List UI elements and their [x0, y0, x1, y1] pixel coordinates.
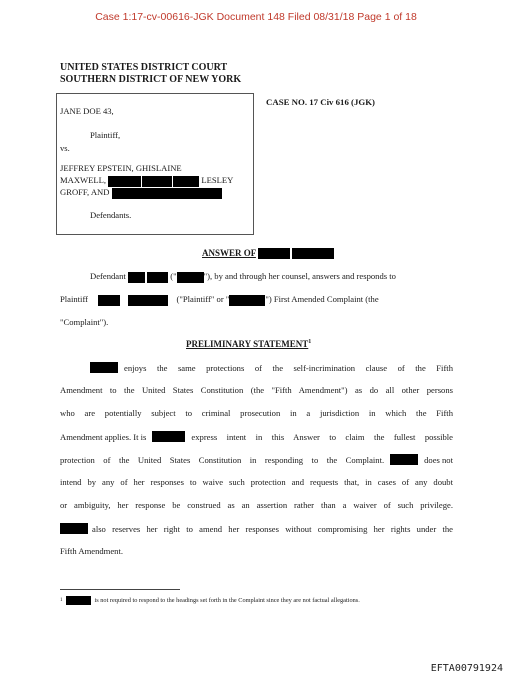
caption-vs: vs.	[60, 143, 70, 153]
preliminary-line-7: or ambiguity, her response be construed as an assertion rather than a waiver of such privilege.	[60, 500, 453, 510]
redaction-box	[108, 176, 141, 187]
heading-text: PRELIMINARY STATEMENT	[186, 339, 309, 349]
preliminary-line-3: who are potentially subject to criminal prosecution in a jurisdiction in which the Fifth	[60, 408, 453, 418]
ecf-header-stamp: Case 1:17-cv-00616-JGK Document 148 Filed 08/31/18 Page 1 of 18	[95, 11, 417, 23]
intro-text: Defendant	[90, 271, 126, 281]
court-name	[60, 62, 241, 86]
court-line-2: SOUTHERN DISTRICT OF NEW YORK	[60, 74, 242, 85]
intro-line-1	[90, 271, 396, 283]
paragraph-text: Amendment applies. It is	[60, 431, 147, 442]
redaction-box	[98, 295, 120, 306]
paragraph-text: also reserves her right to amend her responses without compromising her rights under the	[92, 523, 453, 534]
caption-defendant-maxwell: MAXWELL,	[60, 175, 107, 185]
redaction-box	[173, 176, 199, 187]
intro-text: "), by and through her counsel, answers and responds to	[203, 271, 396, 281]
preliminary-line-2: Amendment to the United States Constitution (the "Fifth Amendment") as do all other persons	[60, 385, 453, 395]
footnote-mark: 1	[60, 598, 63, 603]
redaction-box	[128, 272, 145, 283]
redaction-box	[229, 295, 265, 306]
caption-plaintiff-name: JANE DOE 43,	[60, 106, 114, 116]
answer-title-text: ANSWER OF	[202, 248, 256, 258]
preliminary-line-8	[60, 523, 453, 534]
redaction-box	[128, 295, 168, 306]
redaction-box	[147, 272, 168, 283]
redaction-box	[112, 188, 222, 199]
preliminary-statement-heading	[186, 339, 311, 349]
caption-defendants-line-1: JEFFREY EPSTEIN, GHISLAINE	[60, 163, 182, 173]
preliminary-line-6: intend by any of her responses to waive such protection and requests that, in cases of any doubt	[60, 477, 453, 487]
intro-text: ") First Amended Complaint (the	[265, 294, 379, 304]
redaction-box	[390, 454, 418, 465]
footnote	[60, 596, 360, 605]
preliminary-line-5	[60, 454, 453, 465]
redaction-box	[90, 362, 118, 373]
redaction-box	[152, 431, 185, 442]
paragraph-text: protection of the United States Constitution in responding to the Complaint.	[60, 454, 385, 465]
redaction-box	[60, 523, 88, 534]
intro-line-2	[60, 294, 379, 306]
caption-defendant-lesley: LESLEY	[201, 175, 234, 185]
answer-title	[202, 248, 334, 259]
intro-text: Plaintiff	[60, 294, 89, 304]
redaction-box	[66, 596, 91, 605]
court-line-1: UNITED STATES DISTRICT COURT	[60, 62, 228, 73]
caption-plaintiff-role: Plaintiff,	[90, 130, 121, 140]
redaction-box	[292, 248, 334, 259]
intro-text: ("Plaintiff" or "	[176, 294, 230, 304]
preliminary-line-9: Fifth Amendment.	[60, 546, 124, 556]
paragraph-text: express intent in this Answer to claim the fullest possible	[191, 431, 453, 442]
intro-text: ("	[170, 271, 177, 281]
case-number: CASE NO. 17 Civ 616 (JGK)	[266, 97, 375, 107]
preliminary-line-1	[90, 362, 453, 373]
paragraph-text: does not	[424, 454, 453, 465]
caption-defendant-groff: GROFF, AND	[60, 187, 110, 197]
bates-number: EFTA00791924	[430, 663, 503, 674]
caption-defendants-line-3	[60, 187, 222, 199]
paragraph-text: enjoys the same protections of the self-incrimination clause of the Fifth	[124, 362, 453, 373]
intro-line-3: "Complaint").	[60, 317, 109, 327]
footnote-divider	[60, 589, 180, 590]
caption-defendants-line-2	[60, 175, 233, 187]
footnote-reference: 1	[308, 339, 312, 345]
caption-defendants-role: Defendants.	[90, 210, 132, 220]
redaction-box	[142, 176, 172, 187]
footnote-text: is not required to respond to the headings set forth in the Complaint since they are not factual allegations.	[94, 597, 360, 604]
redaction-box	[177, 272, 204, 283]
redaction-box	[258, 248, 290, 259]
preliminary-line-4	[60, 431, 453, 442]
